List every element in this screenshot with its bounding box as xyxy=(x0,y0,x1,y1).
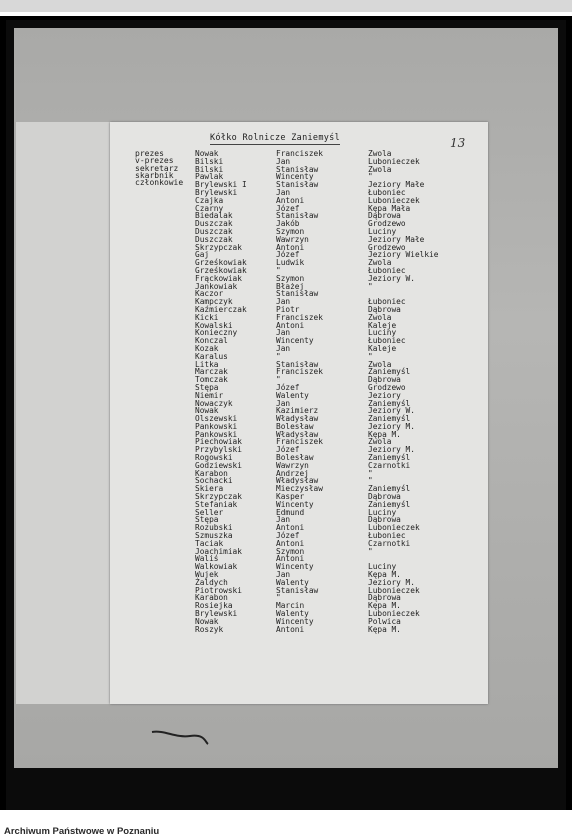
first-name-cell: Jan xyxy=(276,156,291,166)
surname-cell: Karabon xyxy=(195,593,228,603)
first-name-cell: Antoni xyxy=(276,523,305,533)
surname-cell: Żaldych xyxy=(195,577,228,587)
surname-cell: Szmuszka xyxy=(195,531,233,541)
page-number: 13 xyxy=(450,136,466,150)
scratch-mark xyxy=(150,728,210,746)
surname-cell: Piechowiak xyxy=(195,437,242,447)
surname-cell: Duszczak xyxy=(195,226,233,236)
surname-cell: Konieczny xyxy=(195,328,238,338)
village-cell: Luciny xyxy=(368,328,397,338)
surname-cell: Kaźmierczak xyxy=(195,304,247,314)
village-cell: Dąbrowa xyxy=(368,375,401,385)
surname-cell: Godziewski xyxy=(195,460,242,470)
surname-cell: Pankowski xyxy=(195,429,238,439)
surname-cell: Rozubski xyxy=(195,523,233,533)
first-name-cell: " xyxy=(276,593,281,603)
document-title: Kółko Rolnicze Zaniemyśl xyxy=(210,133,341,143)
village-cell: Łuboniec xyxy=(368,531,406,541)
first-name-cell: Stanisław xyxy=(276,180,319,190)
first-name-cell: Bolesław xyxy=(276,453,314,463)
first-name-cell: Jan xyxy=(276,343,291,353)
village-cell: Luciny xyxy=(368,226,397,236)
first-name-cell: Stanisław xyxy=(276,359,319,369)
first-name-cell: Andrzej xyxy=(276,468,309,478)
village-cell: Łuboniec xyxy=(368,336,406,346)
surname-cell: Grześkowiak xyxy=(195,258,247,268)
village-cell: Grodzewo xyxy=(368,382,406,392)
surname-cell: Skrzypczak xyxy=(195,242,242,252)
village-cell: Lubonieczek xyxy=(368,195,420,205)
surname-cell: Frąckowiak xyxy=(195,273,242,283)
first-name-cell: Józef xyxy=(276,382,300,392)
first-name-cell: Antoni xyxy=(276,554,305,564)
village-cell: Lubonieczek xyxy=(368,156,420,166)
role-label: prezes xyxy=(135,149,164,158)
surname-cell: Stefaniak xyxy=(195,499,238,509)
role-label: członkowie xyxy=(135,178,184,188)
first-name-cell: Kasper xyxy=(276,492,305,502)
surname-cell: Duszczak xyxy=(195,219,233,229)
first-name-cell: " xyxy=(276,265,281,275)
surname-cell: Marczak xyxy=(195,367,228,377)
village-cell: Zaniemyśl xyxy=(368,499,411,509)
first-name-cell: Antoni xyxy=(276,320,305,330)
village-cell: Luciny xyxy=(368,507,397,517)
surname-cell: Nowak xyxy=(195,616,219,626)
surname-cell: Waliś xyxy=(195,554,219,564)
first-name-cell: Władysław xyxy=(276,414,319,424)
surname-cell: Nowaczyk xyxy=(195,398,233,408)
village-cell: Jeziory W. xyxy=(368,406,415,416)
village-cell: Kępa M. xyxy=(368,429,401,439)
surname-cell: Nowak xyxy=(195,149,219,158)
first-name-cell: Jan xyxy=(276,515,291,525)
surname-cell: Brylewski xyxy=(195,609,238,619)
first-name-cell: Jakób xyxy=(276,219,300,229)
first-name-cell: Stanisław xyxy=(276,585,319,595)
first-name-cell: Walenty xyxy=(276,390,309,400)
village-cell: Jeziory W. xyxy=(368,273,415,283)
surname-cell: Taciak xyxy=(195,538,224,548)
member-row xyxy=(0,587,572,595)
first-name-cell: Jan xyxy=(276,570,291,580)
first-name-cell: Wincenty xyxy=(276,616,314,626)
first-name-cell: Walenty xyxy=(276,577,309,587)
first-name-cell: " xyxy=(276,351,281,361)
first-name-cell: Szymon xyxy=(276,273,305,283)
first-name-cell: Jan xyxy=(276,328,291,338)
first-name-cell: Franciszek xyxy=(276,149,323,158)
first-name-cell: Bolesław xyxy=(276,421,314,431)
surname-cell: Kampczyk xyxy=(195,297,233,307)
surname-cell: Biedalak xyxy=(195,211,233,221)
surname-cell: Karabon xyxy=(195,468,228,478)
first-name-cell: Antoni xyxy=(276,195,305,205)
surname-cell: Rogowski xyxy=(195,453,233,463)
surname-cell: Czajka xyxy=(195,195,224,205)
village-cell: Jeziory Wielkie xyxy=(368,250,439,260)
first-name-cell: Jan xyxy=(276,398,291,408)
first-name-cell: Franciszek xyxy=(276,437,323,447)
surname-cell: Nowak xyxy=(195,406,219,416)
village-cell: Jeziory Małe xyxy=(368,180,425,190)
first-name-cell: Walenty xyxy=(276,609,309,619)
surname-cell: Brylewski I xyxy=(195,180,247,190)
first-name-cell: Józef xyxy=(276,531,300,541)
first-name-cell: Szymon xyxy=(276,546,305,556)
village-cell: Zaniemyśl xyxy=(368,398,411,408)
village-cell: Zaniemyśl xyxy=(368,367,411,377)
first-name-cell: Franciszek xyxy=(276,312,323,322)
surname-cell: Litka xyxy=(195,359,219,369)
village-cell: " xyxy=(368,281,373,291)
surname-cell: Stępa xyxy=(195,515,219,525)
surname-cell: Kaczor xyxy=(195,289,224,299)
role-label: v-prezes xyxy=(135,156,174,166)
village-cell: Dąbrowa xyxy=(368,492,401,502)
first-name-cell: Ludwik xyxy=(276,258,305,268)
village-cell: Zaniemyśl xyxy=(368,453,411,463)
first-name-cell: Władysław xyxy=(276,429,319,439)
first-name-cell: Kazimierz xyxy=(276,406,319,416)
first-name-cell: Wincenty xyxy=(276,499,314,509)
first-name-cell: Stanisław xyxy=(276,211,319,221)
role-label: sekretarz xyxy=(135,163,179,173)
village-cell: Lubonieczek xyxy=(368,609,420,619)
village-cell: Dąbrowa xyxy=(368,515,401,525)
village-cell: Lubonieczek xyxy=(368,585,420,595)
first-name-cell: Wawrzyn xyxy=(276,460,309,470)
village-cell: Zwola xyxy=(368,437,392,447)
first-name-cell: Józef xyxy=(276,445,300,455)
village-cell: Kępa M. xyxy=(368,624,401,634)
village-cell: Zwola xyxy=(368,149,392,158)
first-name-cell: Antoni xyxy=(276,624,305,634)
surname-cell: Gaj xyxy=(195,250,210,260)
surname-cell: Piotrowski xyxy=(195,585,242,595)
village-cell: Dąbrowa xyxy=(368,593,401,603)
archive-name: Archiwum Państwowe w Poznaniu xyxy=(4,826,160,837)
role-label: skarbnik xyxy=(135,170,174,180)
first-name-cell: Piotr xyxy=(276,304,300,314)
first-name-cell: Marcin xyxy=(276,601,305,611)
village-cell: Zwola xyxy=(368,359,392,369)
village-cell: Jeziory M. xyxy=(368,577,415,587)
member-list xyxy=(0,150,572,633)
surname-cell: Przybylski xyxy=(195,445,242,455)
village-cell: Zwola xyxy=(368,312,392,322)
first-name-cell: Antoni xyxy=(276,242,305,252)
top-bar xyxy=(0,0,572,12)
village-cell: Jeziory M. xyxy=(368,445,415,455)
surname-cell: Walkowiak xyxy=(195,562,238,572)
surname-cell: Olszewski xyxy=(195,414,238,424)
first-name-cell: Błażej xyxy=(276,281,305,291)
surname-cell: Jankowiak xyxy=(195,281,238,291)
first-name-cell: Stanisław xyxy=(276,289,319,299)
village-cell: Dąbrowa xyxy=(368,211,401,221)
surname-cell: Grześkowiak xyxy=(195,265,247,275)
village-cell: Łuboniec xyxy=(368,265,406,275)
top-bar-edge xyxy=(0,12,572,16)
village-cell: Czarnotki xyxy=(368,538,411,548)
surname-cell: Duszczak xyxy=(195,234,233,244)
village-cell: Jeziory Małe xyxy=(368,234,425,244)
first-name-cell: " xyxy=(276,375,281,385)
village-cell: Grodzewo xyxy=(368,242,406,252)
first-name-cell: Szymon xyxy=(276,226,305,236)
village-cell: Jeziory xyxy=(368,390,401,400)
surname-cell: Bilski xyxy=(195,156,224,166)
village-cell: " xyxy=(368,476,373,486)
surname-cell: Konczal xyxy=(195,336,228,346)
first-name-cell: Edmund xyxy=(276,507,305,517)
first-name-cell: Antoni xyxy=(276,538,305,548)
first-name-cell: Władysław xyxy=(276,476,319,486)
surname-cell: Niemir xyxy=(195,390,224,400)
first-name-cell: Wincenty xyxy=(276,562,314,572)
village-cell: Czarnotki xyxy=(368,460,411,470)
surname-cell: Tomczak xyxy=(195,375,228,385)
first-name-cell: Wincenty xyxy=(276,172,314,182)
surname-cell: Wujek xyxy=(195,570,219,580)
village-cell: Łuboniec xyxy=(368,297,406,307)
first-name-cell: Mieczysław xyxy=(276,484,323,494)
village-cell: Zwola xyxy=(368,258,392,268)
member-row xyxy=(0,259,572,267)
village-cell: Luciny xyxy=(368,562,397,572)
member-row xyxy=(0,626,572,634)
surname-cell: Pankowski xyxy=(195,421,238,431)
surname-cell: Czarny xyxy=(195,203,224,213)
village-cell: Kępa Mała xyxy=(368,203,411,213)
village-cell: Grodzewo xyxy=(368,219,406,229)
village-cell: Dąbrowa xyxy=(368,304,401,314)
surname-cell: Roszyk xyxy=(195,624,224,634)
surname-cell: Kowalski xyxy=(195,320,233,330)
village-cell: " xyxy=(368,172,373,182)
member-row xyxy=(0,368,572,376)
village-cell: Kępa M. xyxy=(368,601,401,611)
village-cell: Kaleje xyxy=(368,320,397,330)
village-cell: Polwica xyxy=(368,616,401,626)
first-name-cell: Józef xyxy=(276,203,300,213)
village-cell: Kaleje xyxy=(368,343,397,353)
footer-bar xyxy=(0,810,572,840)
surname-cell: Skrzypczak xyxy=(195,492,242,502)
surname-cell: Skiera xyxy=(195,484,224,494)
surname-cell: Brylewski xyxy=(195,187,238,197)
first-name-cell: Wawrzyn xyxy=(276,234,309,244)
village-cell: Zwola xyxy=(368,164,392,174)
village-cell: Lubonieczek xyxy=(368,523,420,533)
first-name-cell: Franciszek xyxy=(276,367,323,377)
first-name-cell: Wincenty xyxy=(276,336,314,346)
village-cell: " xyxy=(368,546,373,556)
member-row xyxy=(0,345,572,353)
surname-cell: Pawlak xyxy=(195,172,224,182)
village-cell: Zaniemyśl xyxy=(368,484,411,494)
first-name-cell: Józef xyxy=(276,250,300,260)
first-name-cell: Jan xyxy=(276,297,291,307)
surname-cell: Joachimiak xyxy=(195,546,242,556)
village-cell: " xyxy=(368,468,373,478)
surname-cell: Karalus xyxy=(195,351,228,361)
surname-cell: Seller xyxy=(195,507,224,517)
surname-cell: Kozak xyxy=(195,343,219,353)
village-cell: Zaniemyśl xyxy=(368,414,411,424)
surname-cell: Rosiejka xyxy=(195,601,233,611)
village-cell: Kępa M. xyxy=(368,570,401,580)
surname-cell: Bilski xyxy=(195,164,224,174)
village-cell: Jeziory M. xyxy=(368,421,415,431)
surname-cell: Kicki xyxy=(195,312,219,322)
surname-cell: Sochacki xyxy=(195,476,233,486)
surname-cell: Stępa xyxy=(195,382,219,392)
first-name-cell: Jan xyxy=(276,187,291,197)
village-cell: Łuboniec xyxy=(368,187,406,197)
first-name-cell: Stanisław xyxy=(276,164,319,174)
village-cell: " xyxy=(368,351,373,361)
